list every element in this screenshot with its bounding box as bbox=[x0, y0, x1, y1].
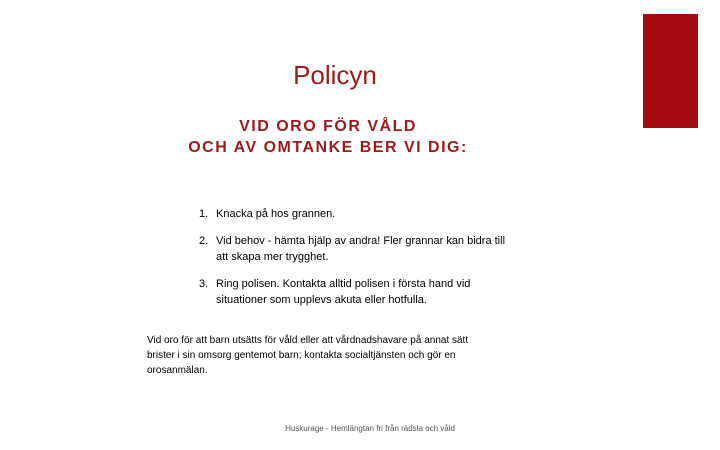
heading-line-1: VID ORO FÖR VÅLD bbox=[239, 118, 417, 135]
concern-note: Vid oro för att barn utsätts för våld eller att vårdnadshavare på annat sätt brister i sin omsorg gentemot barn; kontakta socialtjänsten och gör en orosanmälan. bbox=[147, 335, 469, 376]
heading-line-2: OCH AV OMTANKE BER VI DIG: bbox=[188, 139, 468, 156]
page-footer: Huskurage - Hemlängtan fri från rädsla och våld bbox=[285, 424, 455, 433]
steps-list bbox=[199, 206, 519, 319]
step-number: 2. bbox=[199, 235, 209, 247]
step-item-3 bbox=[199, 276, 519, 308]
step-item-2 bbox=[199, 233, 519, 265]
step-item-1 bbox=[199, 206, 519, 222]
slide-title: Policyn bbox=[293, 60, 377, 90]
step-text: Vid behov - hämta hjälp av andra! Fler grannar kan bidra till att skapa mer trygghet. bbox=[216, 235, 506, 263]
step-text: Knacka på hos grannen. bbox=[216, 208, 336, 220]
step-text: Ring polisen. Kontakta alltid polisen i första hand vid situationer som upplevs akuta eller hotfulla. bbox=[216, 278, 471, 306]
heading bbox=[148, 116, 508, 158]
step-number: 3. bbox=[199, 278, 209, 290]
step-number: 1. bbox=[199, 208, 209, 220]
